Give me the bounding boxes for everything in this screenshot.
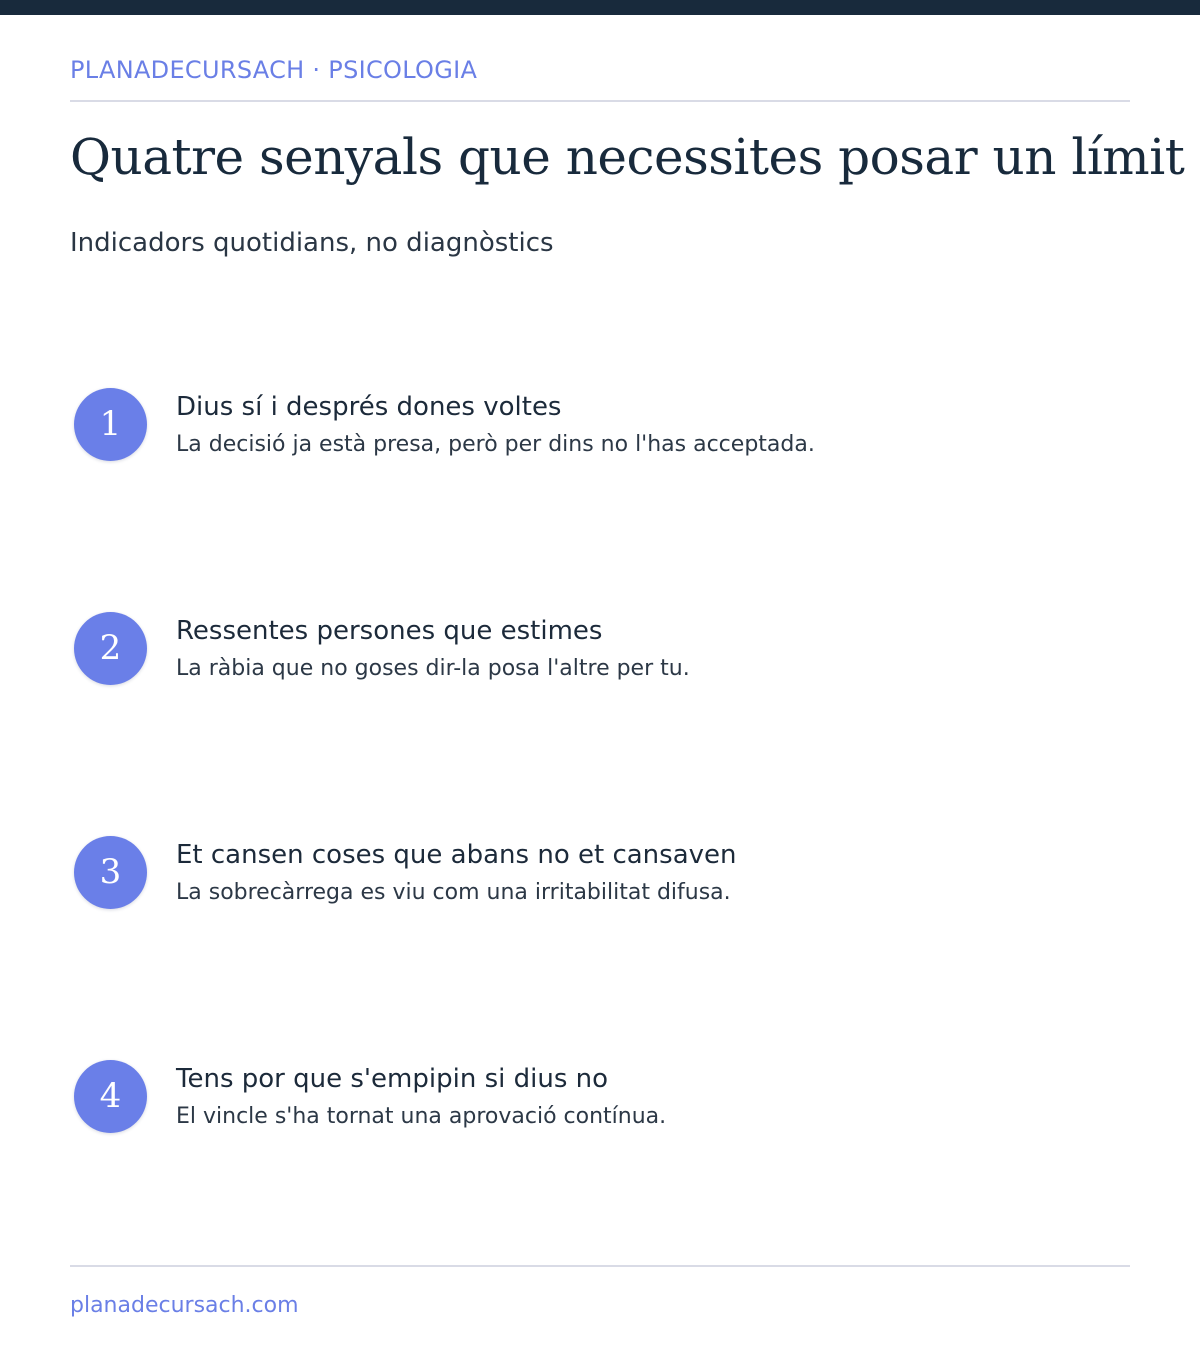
item-title: Ressentes persones que estimes: [176, 616, 603, 646]
page-title: Quatre senyals que necessites posar un límit: [70, 128, 1185, 186]
item-description: La ràbia que no goses dir-la posa l'altre per tu.: [176, 656, 690, 681]
item-description: El vincle s'ha tornat una aprovació contínua.: [176, 1104, 667, 1129]
brand-label: PLANADECURSACH · PSICOLOGIA: [70, 56, 478, 84]
list-item: [74, 388, 1134, 468]
number-badge: 1: [74, 388, 147, 461]
item-title: Dius sí i després dones voltes: [176, 392, 562, 422]
item-description: La sobrecàrrega es viu com una irritabilitat difusa.: [176, 880, 731, 905]
list-item: [74, 612, 1134, 692]
item-title: Et cansen coses que abans no et cansaven: [176, 840, 737, 870]
footer-divider: [70, 1265, 1130, 1267]
item-description: La decisió ja està presa, però per dins no l'has acceptada.: [176, 432, 815, 457]
top-bar: [0, 0, 1200, 15]
list-item: [74, 1060, 1134, 1140]
number-badge: 2: [74, 612, 147, 685]
item-title: Tens por que s'empipin si dius no: [176, 1064, 609, 1094]
page-subtitle: Indicadors quotidians, no diagnòstics: [70, 228, 554, 258]
number-badge: 4: [74, 1060, 147, 1133]
list-item: [74, 836, 1134, 916]
number-badge: 3: [74, 836, 147, 909]
header-divider: [70, 100, 1130, 102]
footer-link[interactable]: planadecursach.com: [70, 1293, 299, 1318]
